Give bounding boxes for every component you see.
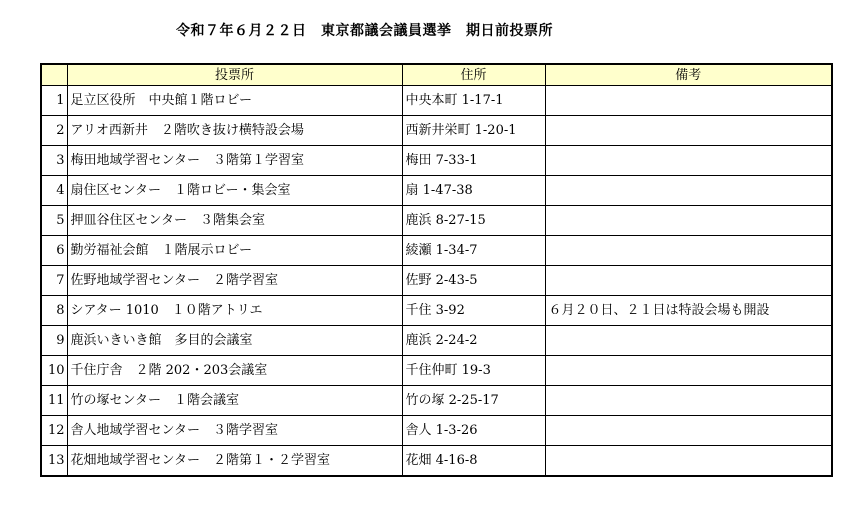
polling-station-address: 中央本町 1-17-1 (402, 86, 545, 116)
document-title: 令和７年６月２２日 東京都議会議員選挙 期日前投票所 (176, 23, 553, 39)
table-row (41, 296, 832, 326)
polling-station-name: 千住庁舎 ２階 202・203会議室 (67, 356, 402, 386)
table-row (41, 116, 832, 146)
polling-station-address: 綾瀬 1-34-7 (402, 236, 545, 266)
polling-station-address: 梅田 7-33-1 (402, 146, 545, 176)
table-header-row (41, 64, 832, 86)
polling-station-remarks (545, 446, 832, 477)
row-number: 12 (41, 416, 67, 446)
polling-station-remarks (545, 176, 832, 206)
polling-station-name: 押皿谷住区センター ３階集会室 (67, 206, 402, 236)
row-number: 6 (41, 236, 67, 266)
table-row (41, 236, 832, 266)
polling-station-remarks (545, 356, 832, 386)
table-row (41, 416, 832, 446)
table-row (41, 266, 832, 296)
polling-station-remarks (545, 416, 832, 446)
polling-station-name: 梅田地域学習センター ３階第１学習室 (67, 146, 402, 176)
polling-station-name: 扇住区センター １階ロビー・集会室 (67, 176, 402, 206)
polling-station-address: 花畑 4-16-8 (402, 446, 545, 477)
polling-station-name: 佐野地域学習センター ２階学習室 (67, 266, 402, 296)
polling-station-remarks (545, 236, 832, 266)
polling-station-remarks (545, 116, 832, 146)
table-row (41, 386, 832, 416)
polling-station-name: シアター 1010 １０階アトリエ (67, 296, 402, 326)
polling-station-remarks (545, 266, 832, 296)
table-row (41, 176, 832, 206)
table-row (41, 86, 832, 116)
polling-station-address: 扇 1-47-38 (402, 176, 545, 206)
row-number: 9 (41, 326, 67, 356)
table-row (41, 356, 832, 386)
table-row (41, 146, 832, 176)
polling-station-address: 鹿浜 8-27-15 (402, 206, 545, 236)
row-number: 4 (41, 176, 67, 206)
polling-station-address: 鹿浜 2-24-2 (402, 326, 545, 356)
polling-station-name: 竹の塚センター １階会議室 (67, 386, 402, 416)
polling-station-address: 舎人 1-3-26 (402, 416, 545, 446)
polling-station-name: 鹿浜いきいき館 多目的会議室 (67, 326, 402, 356)
table-row (41, 206, 832, 236)
polling-station-name: 足立区役所 中央館１階ロビー (67, 86, 402, 116)
row-number: 8 (41, 296, 67, 326)
polling-station-remarks: ６月２０日、２１日は特設会場も開設 (545, 296, 832, 326)
polling-station-remarks (545, 206, 832, 236)
table-row (41, 326, 832, 356)
row-number: 13 (41, 446, 67, 477)
polling-station-address: 千住仲町 19-3 (402, 356, 545, 386)
header-polling-station: 投票所 (67, 64, 402, 86)
polling-station-name: 花畑地域学習センター ２階第１・２学習室 (67, 446, 402, 477)
polling-station-remarks (545, 386, 832, 416)
polling-station-address: 西新井栄町 1-20-1 (402, 116, 545, 146)
row-number: 10 (41, 356, 67, 386)
row-number: 1 (41, 86, 67, 116)
polling-station-remarks (545, 146, 832, 176)
row-number: 11 (41, 386, 67, 416)
polling-station-address: 竹の塚 2-25-17 (402, 386, 545, 416)
polling-station-address: 千住 3-92 (402, 296, 545, 326)
header-remarks: 備考 (545, 64, 832, 86)
polling-stations-table (40, 63, 833, 477)
polling-station-address: 佐野 2-43-5 (402, 266, 545, 296)
polling-station-remarks (545, 326, 832, 356)
row-number: 3 (41, 146, 67, 176)
row-number: 7 (41, 266, 67, 296)
row-number: 5 (41, 206, 67, 236)
header-number (41, 64, 67, 86)
table-row (41, 446, 832, 477)
polling-station-remarks (545, 86, 832, 116)
header-address: 住所 (402, 64, 545, 86)
polling-station-name: 勤労福祉会館 １階展示ロビー (67, 236, 402, 266)
polling-station-name: アリオ西新井 ２階吹き抜け横特設会場 (67, 116, 402, 146)
polling-station-name: 舎人地域学習センター ３階学習室 (67, 416, 402, 446)
row-number: 2 (41, 116, 67, 146)
